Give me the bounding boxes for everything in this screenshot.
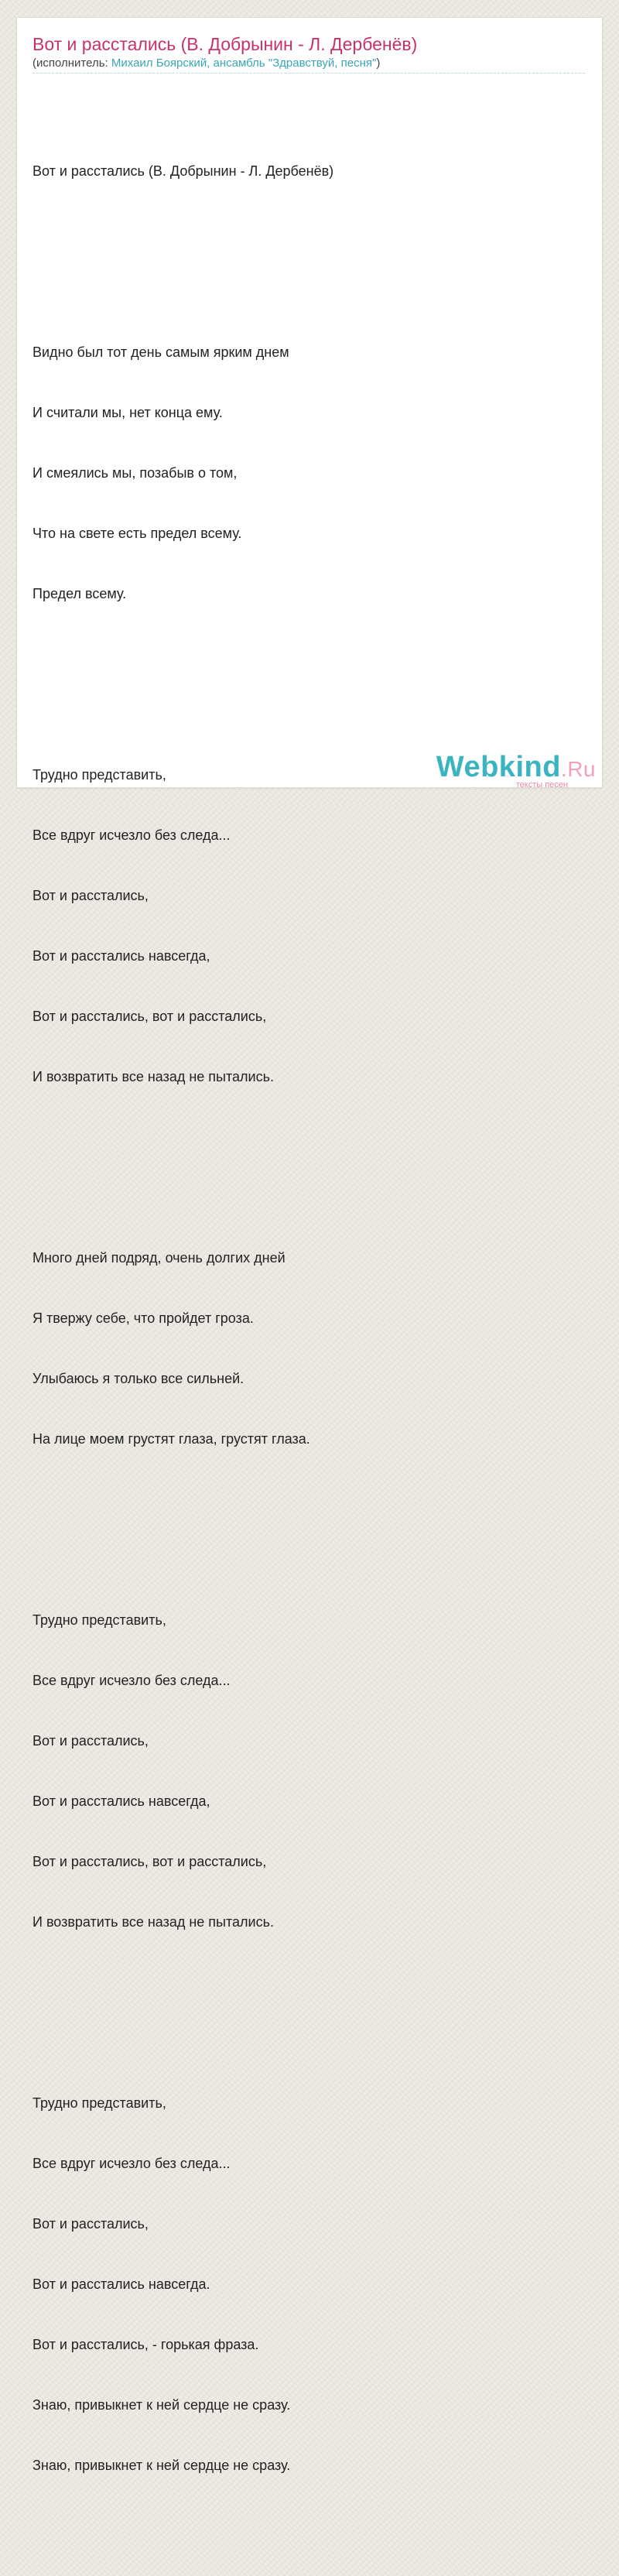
lyrics-heading: Вот и расстались (В. Добрынин - Л. Дербенёв)	[32, 163, 334, 179]
stanza-verse-2	[32, 1208, 574, 1489]
lyric-line: Вот и расстались, вот и расстались,	[32, 1854, 267, 1869]
lyrics-card	[17, 18, 602, 2473]
lyric-line: И возвратить все назад не пытались.	[32, 1914, 274, 1930]
performer-link[interactable]: Михаил Боярский, ансамбль "Здравствуй, песня"	[111, 57, 377, 70]
lyric-line: Вот и расстались, вот и расстались,	[32, 1009, 267, 1024]
lyric-line: На лице моем грустят глаза, грустят глаза.	[32, 1431, 310, 1447]
logo-wordmark	[436, 753, 596, 783]
site-logo[interactable]	[436, 753, 596, 790]
lyric-line: Трудно представить,	[32, 2095, 166, 2111]
lyric-line: И возвратить все назад не пытались.	[32, 1069, 274, 1084]
performer-suffix: )	[376, 57, 381, 70]
lyric-line: Все вдруг исчезло без следа...	[32, 827, 231, 843]
lyric-line: Знаю, привыкнет к ней сердце не сразу.	[32, 2458, 291, 2473]
lyric-line: Все вдруг исчезло без следа...	[32, 2156, 231, 2171]
lyric-line: Все вдруг исчезло без следа...	[32, 1673, 231, 1688]
lyric-line: Вот и расстались навсегда,	[32, 1793, 210, 1809]
performer-prefix: (исполнитель:	[32, 57, 111, 70]
page-title: Вот и расстались (В. Добрынин - Л. Дербенёв)	[32, 34, 418, 54]
logo-word: Webkind	[436, 751, 561, 783]
lyric-line: И смеялись мы, позабыв о том,	[32, 465, 238, 481]
lyrics-heading-block	[32, 121, 574, 221]
logo-tagline: тексты песен	[515, 780, 568, 790]
lyric-line: Трудно представить,	[32, 1612, 166, 1628]
lyric-line: Я твержу себе, что пройдет гроза.	[32, 1310, 254, 1326]
lyric-line: Вот и расстались,	[32, 888, 149, 903]
lyric-line: Видно был тот день самым ярким днем	[32, 344, 289, 360]
logo-tld: .Ru	[560, 757, 596, 781]
lyric-line: Вот и расстались навсегда,	[32, 948, 210, 964]
lyric-line: И считали мы, нет конца ему.	[32, 405, 223, 420]
performer-line	[32, 57, 380, 70]
lyric-line: Предел всему.	[32, 586, 127, 601]
lyric-line: Улыбаюсь я только все сильней.	[32, 1371, 245, 1386]
stanza-chorus-final	[32, 2053, 574, 2516]
stanza-verse-1	[32, 302, 574, 644]
lyric-line: Много дней подряд, очень долгих дней	[32, 1250, 286, 1266]
lyric-line: Вот и расстались,	[32, 2216, 149, 2232]
lyrics-text	[32, 80, 574, 2576]
lyric-line: Вот и расстались, - горькая фраза.	[32, 2337, 259, 2352]
lyric-line: Вот и расстались,	[32, 1733, 149, 1749]
lyric-line: Знаю, привыкнет к ней сердце не сразу.	[32, 2397, 291, 2413]
dashed-divider	[32, 73, 585, 74]
stanza-chorus-2	[32, 1570, 574, 1972]
lyric-line: Трудно представить,	[32, 767, 166, 783]
lyric-line: Вот и расстались навсегда.	[32, 2276, 210, 2292]
lyric-line: Что на свете есть предел всему.	[32, 526, 242, 541]
